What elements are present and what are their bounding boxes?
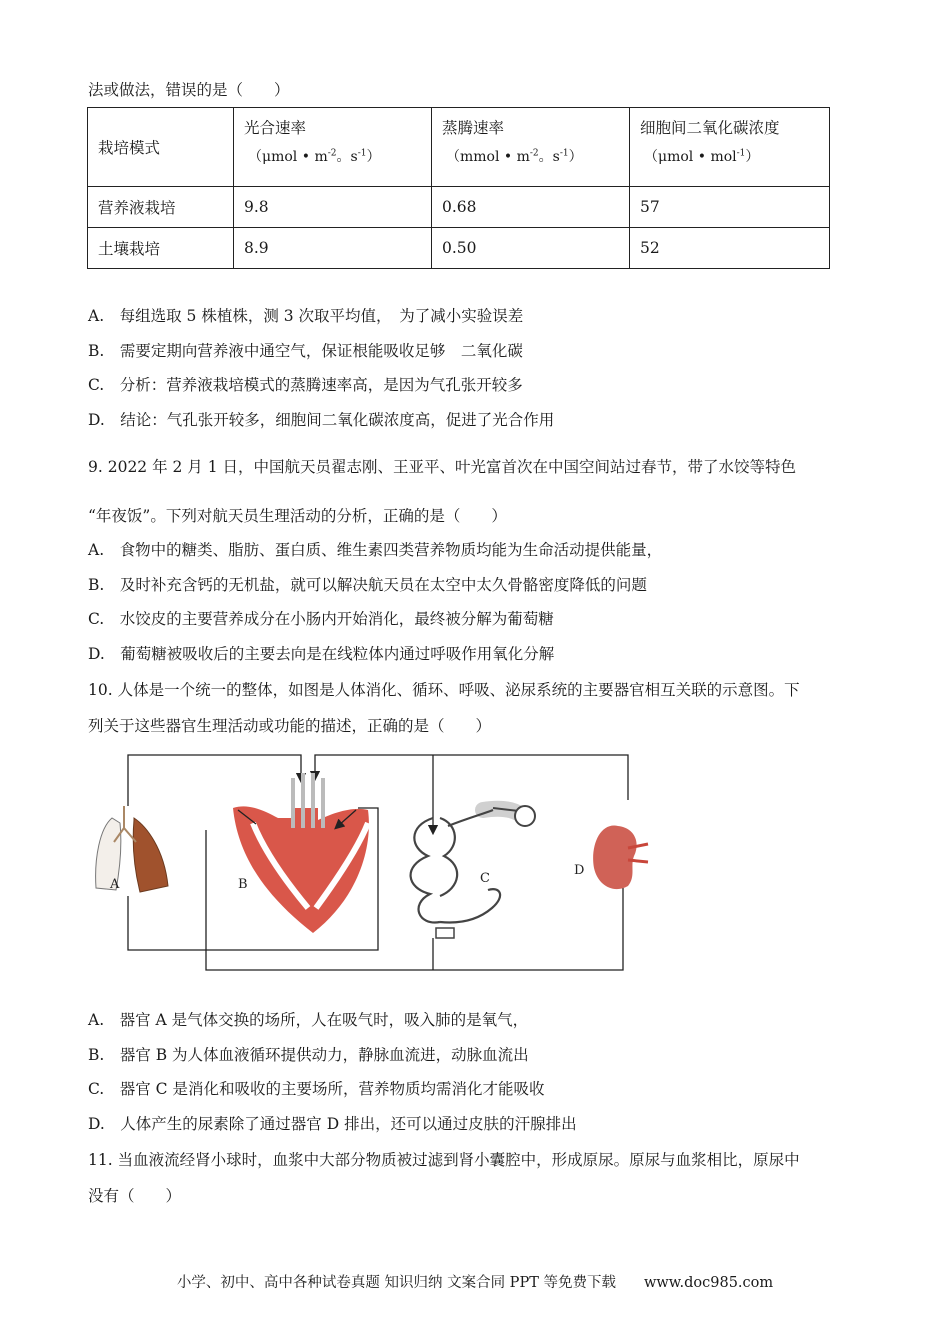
label-a: A bbox=[110, 877, 120, 892]
question-9-stem-cont: “年夜饭”。下列对航天员生理活动的分析，正确的是（ ） bbox=[88, 507, 507, 525]
data-table bbox=[87, 107, 830, 269]
intestine-icon bbox=[411, 806, 535, 938]
option-b[interactable]: B. 需要定期向营养液中通空气，保证根能吸收足够 二氧化碳 bbox=[88, 342, 523, 360]
option-c[interactable]: C. 分析：营养液栽培模式的蒸腾速率高，是因为气孔张开较多 bbox=[88, 376, 523, 394]
option-d[interactable]: D. 结论：气孔张开较多，细胞间二氧化碳浓度高，促进了光合作用 bbox=[88, 411, 555, 429]
heart-icon bbox=[233, 773, 369, 933]
table-cell: 8.9 bbox=[234, 228, 432, 269]
organ-diagram bbox=[88, 748, 688, 976]
option-d[interactable]: D. 葡萄糖被吸收后的主要去向是在线粒体内通过呼吸作用氧化分解 bbox=[88, 645, 555, 663]
option-d[interactable]: D. 人体产生的尿素除了通过器官 D 排出，还可以通过皮肤的汗腺排出 bbox=[88, 1115, 577, 1133]
table-header-cell: 光合速率 （μmol • $m^{-2}$。$s^{-1}$） bbox=[234, 108, 432, 187]
table-cell: 0.68 bbox=[432, 187, 630, 228]
option-b[interactable]: B. 器官 B 为人体血液循环提供动力，静脉血流进，动脉血流出 bbox=[88, 1046, 529, 1064]
option-b[interactable]: B. 及时补充含钙的无机盐，就可以解决航天员在太空中太久骨骼密度降低的问题 bbox=[88, 576, 647, 594]
table-row bbox=[88, 187, 830, 228]
footer-text: 小学、初中、高中各种试卷真题 知识归纳 文案合同 PPT 等免费下载 bbox=[176, 1275, 616, 1291]
table-cell: 土壤栽培 bbox=[88, 228, 234, 269]
question-fragment: 法或做法，错误的是（ ） bbox=[88, 81, 290, 99]
table-cell: 营养液栽培 bbox=[88, 187, 234, 228]
label-c: C bbox=[480, 871, 490, 886]
label-d: D bbox=[574, 863, 585, 878]
option-a[interactable]: A. 器官 A 是气体交换的场所，人在吸气时，吸入肺的是氧气， bbox=[88, 1011, 529, 1029]
question-10-stem-cont: 列关于这些器官生理活动或功能的描述，正确的是（ ） bbox=[88, 717, 492, 735]
table-header-cell: 细胞间二氧化碳浓度 （μmol • mol$^{-1}$） bbox=[630, 108, 830, 187]
connector-lines bbox=[128, 755, 628, 970]
table-cell: 52 bbox=[630, 228, 830, 269]
label-b: B bbox=[238, 877, 248, 892]
table-cell: 0.50 bbox=[432, 228, 630, 269]
question-11-stem: 11. 当血液流经肾小球时，血浆中大部分物质被过滤到肾小囊腔中，形成原尿。原尿与血浆相比，原尿中 bbox=[88, 1151, 800, 1169]
table-cell: 57 bbox=[630, 187, 830, 228]
option-a[interactable]: A. 食物中的糖类、脂肪、蛋白质、维生素四类营养物质均能为生命活动提供能量， bbox=[88, 541, 663, 559]
table-cell: 9.8 bbox=[234, 187, 432, 228]
table-header-row bbox=[88, 108, 830, 187]
page-footer bbox=[0, 1271, 950, 1292]
option-c[interactable]: C. 器官 C 是消化和吸收的主要场所，营养物质均需消化才能吸收 bbox=[88, 1080, 545, 1098]
question-9-stem: 9. 2022 年 2 月 1 日，中国航天员翟志刚、王亚平、叶光富首次在中国空间站过春节，带了水饺等特色 bbox=[88, 458, 797, 476]
kidney-icon bbox=[593, 826, 648, 890]
lung-icon bbox=[96, 806, 168, 892]
option-a[interactable]: A. 每组选取 5 株植株，测 3 次取平均值， 为了减小实验误差 bbox=[88, 307, 524, 325]
table-row bbox=[88, 228, 830, 269]
question-11-stem-cont: 没有（ ） bbox=[88, 1187, 182, 1205]
footer-site-link[interactable]: www.doc985.com bbox=[643, 1275, 774, 1291]
table-header-cell: 栽培模式 bbox=[88, 108, 234, 187]
option-c[interactable]: C. 水饺皮的主要营养成分在小肠内开始消化，最终被分解为葡萄糖 bbox=[88, 610, 554, 628]
question-10-stem: 10. 人体是一个统一的整体，如图是人体消化、循环、呼吸、泌尿系统的主要器官相互关联的示意图。下 bbox=[88, 681, 800, 699]
table-header-cell: 蒸腾速率 （mmol • $m^{-2}$。$s^{-1}$） bbox=[432, 108, 630, 187]
